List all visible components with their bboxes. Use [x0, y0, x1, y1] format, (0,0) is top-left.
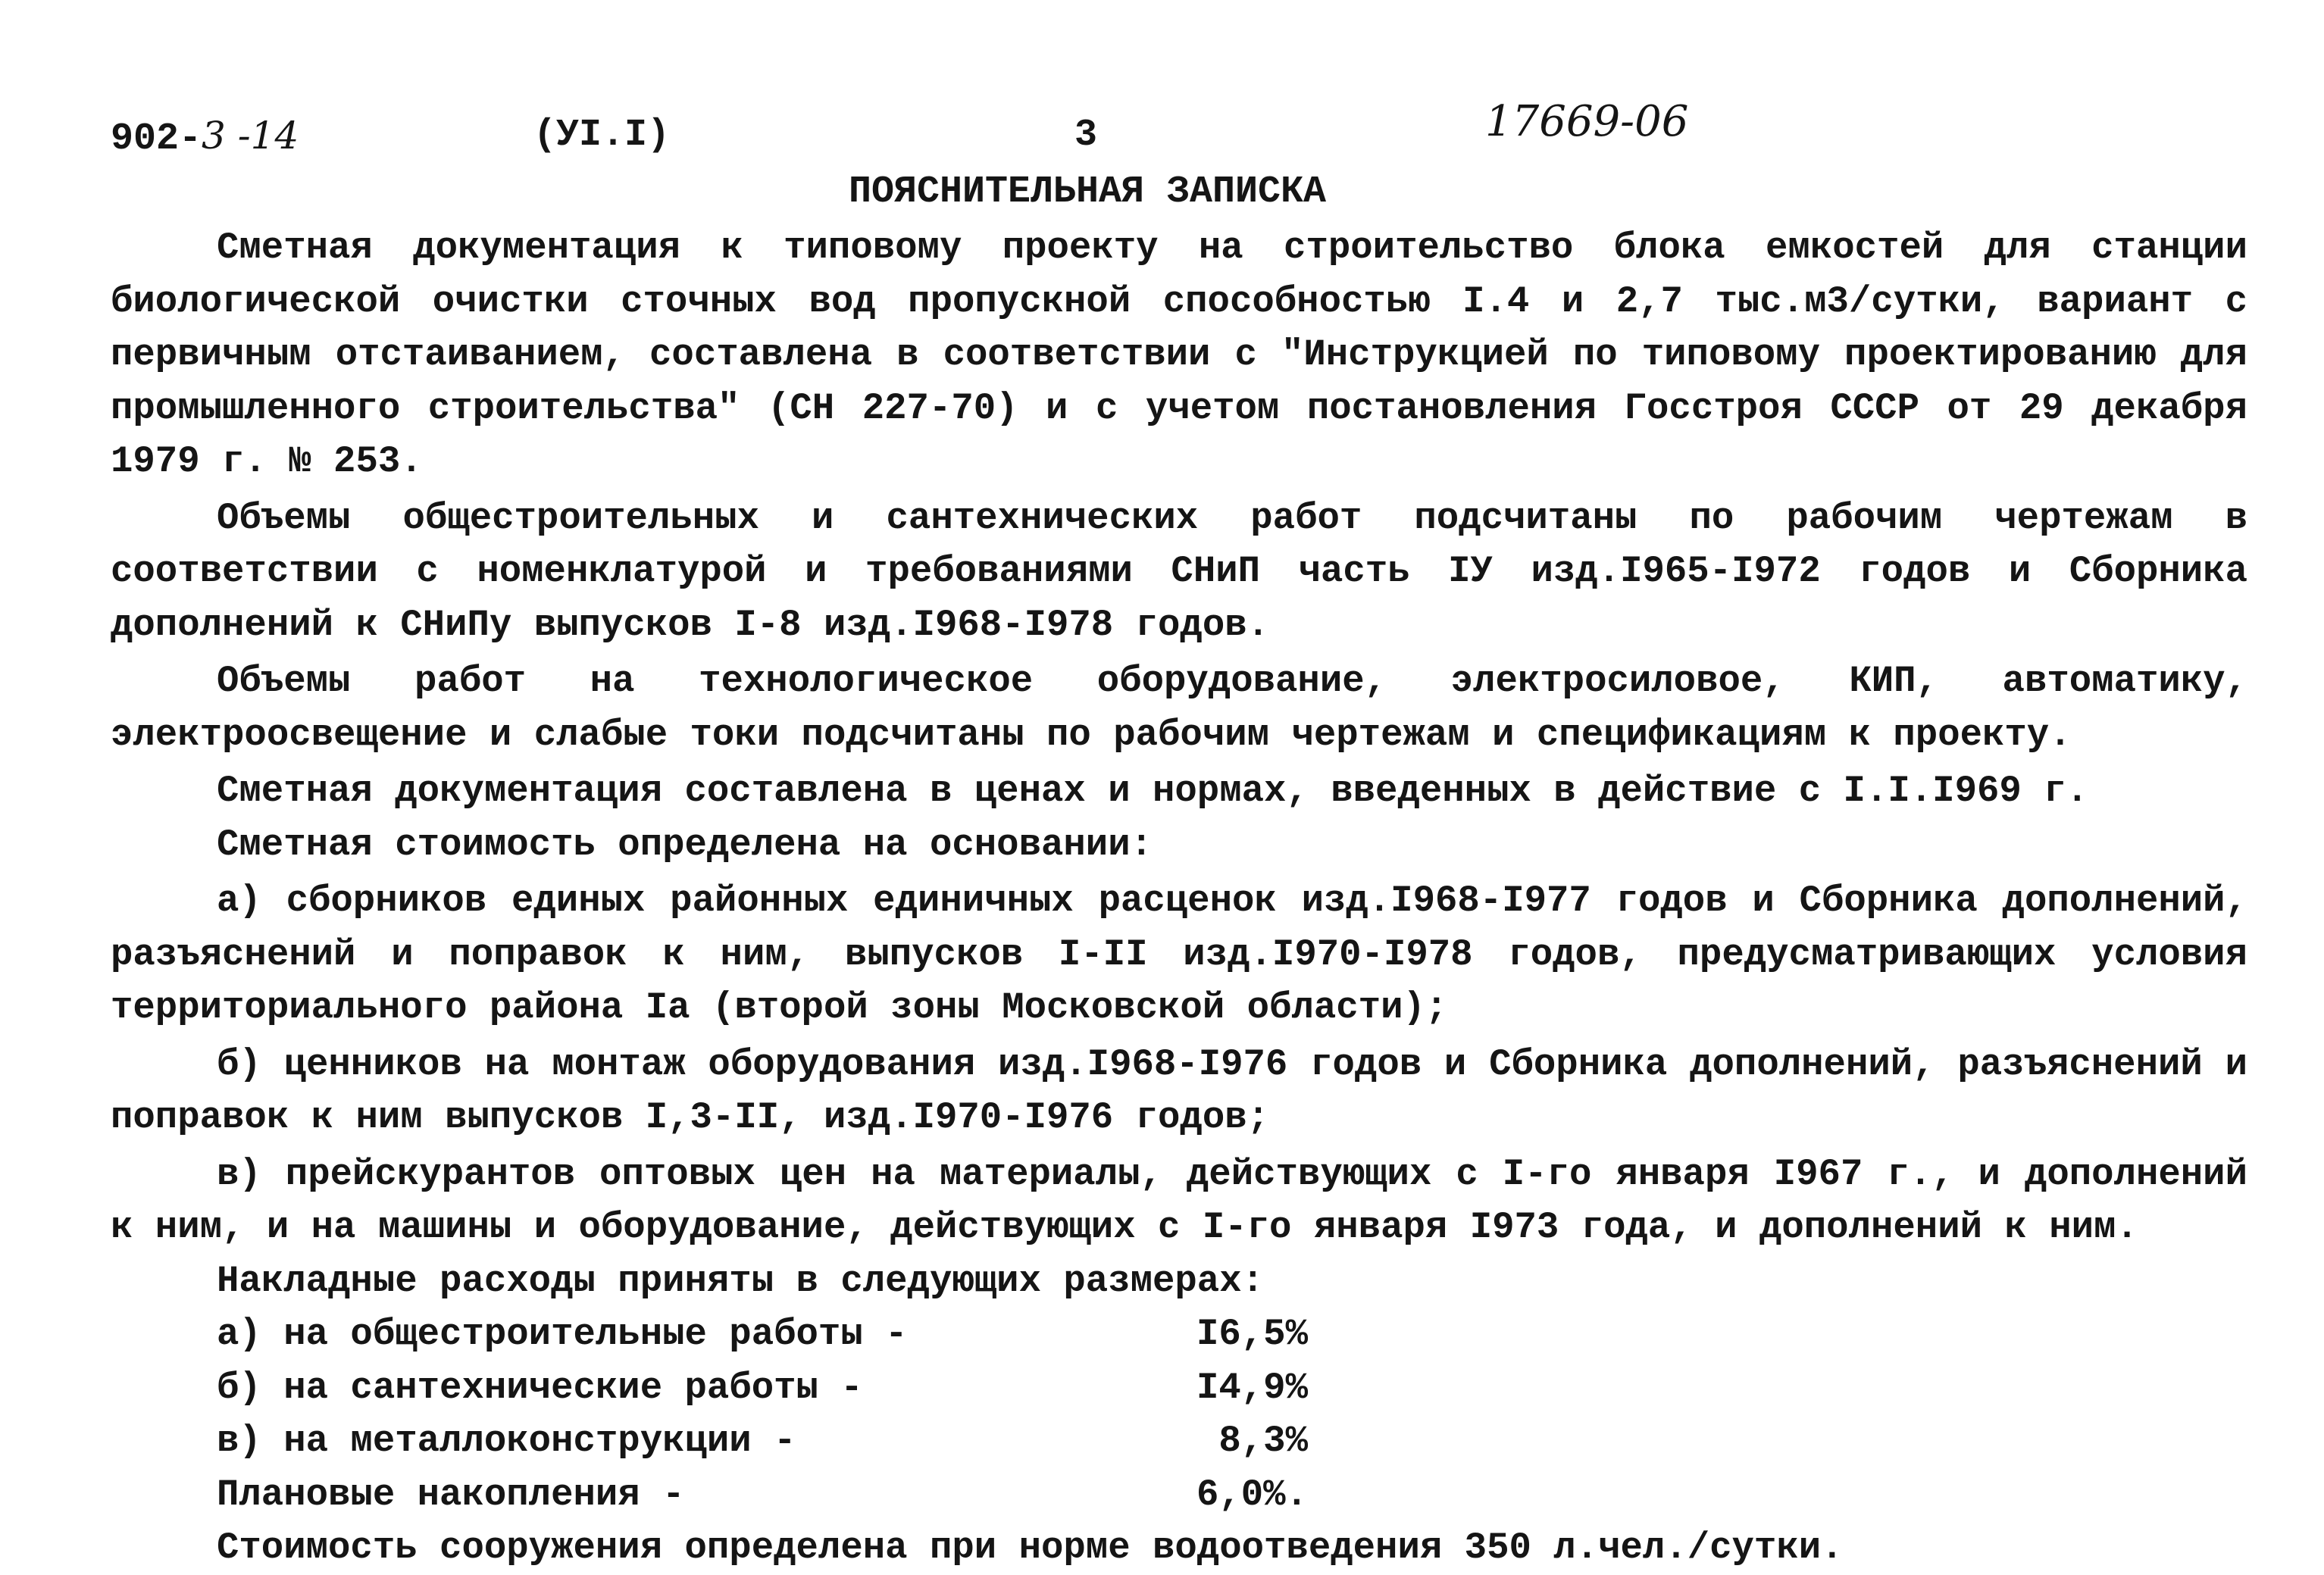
document-code	[111, 114, 299, 161]
paragraph-closing: Стоимость сооружения определена при норме водоотведения 350 л.чел./сутки.	[217, 1527, 1844, 1569]
paragraph-prices-norms: Сметная документация составлена в ценах и нормах, введенных в действие с I.I.I969 г.	[217, 770, 2089, 812]
document-code-handwritten: 3 -14	[202, 114, 299, 158]
rate-label: а) на общестроительные работы -	[217, 1313, 908, 1355]
document-body	[111, 221, 2247, 1575]
paragraph-basis-a: а) сборников единых районных единичных расценок изд.I968-I977 годов и Сборника дополнений, разъяснений и поправок к ним, выпусков I-II изд.I970-I978 годов, предусматривающих условия территориального района Iа (второй зоны Московской области);	[111, 880, 2247, 1029]
page-number: 3	[1074, 114, 1098, 157]
paragraph-basis-c: в) прейскурантов оптовых цен на материалы, действующих с I-го января I967 г., и дополнений к ним, и на машины и оборудование, действующих с I-го января I973 года, и дополнений к ним.	[111, 1152, 2247, 1248]
rate-value: 8,3%	[1218, 1420, 1308, 1462]
rate-row	[217, 1468, 2247, 1522]
page-title: ПОЯСНИТЕЛЬНАЯ ЗАПИСКА	[848, 170, 1327, 214]
rate-value: 6,0%.	[1196, 1473, 1308, 1516]
rate-value: I6,5%	[1196, 1313, 1308, 1355]
paragraph-cost-basis: Сметная стоимость определена на основании:	[217, 823, 1153, 866]
rate-label: в) на металлоконструкции -	[217, 1420, 796, 1462]
rate-label: Плановые накопления -	[217, 1473, 685, 1516]
sheet-code: (УI.I)	[533, 114, 671, 157]
document-code-printed: 902-	[111, 117, 202, 161]
paragraph-basis-b: б) ценников на монтаж оборудования изд.I968-I976 годов и Сборника дополнений, разъяснений и поправок к ним выпусков I,3-II, изд.I970-I976 годов;	[111, 1042, 2247, 1139]
rate-label: б) на сантехнические работы -	[217, 1366, 863, 1409]
rate-row	[217, 1414, 2247, 1468]
rate-row	[217, 1361, 2247, 1415]
paragraph-overhead-intro: Накладные расходы приняты в следующих размерах:	[217, 1259, 1265, 1302]
rate-value: I4,9%	[1196, 1366, 1308, 1409]
handwritten-number: 17669-06	[1485, 97, 1689, 146]
paragraph-general-volumes: Объемы общестроительных и сантехнических работ подсчитаны по рабочим чертежам в соответствии с номенклатурой и требованиями СНиП часть IУ изд.I965-I972 годов и Сборника дополнений к СНиПу выпусков I-8 изд.I968-I978 годов.	[111, 496, 2247, 646]
paragraph-intro: Сметная документация к типовому проекту на строительство блока емкостей для станции биологической очистки сточных вод пропускной способностью I.4 и 2,7 тыс.м3/сутки, вариант с первичным отстаиванием, составлена в соответствии с "Инструкцией по типовому проектированию для промышленного строительства" (СН 227-70) и с учетом постановления Госстроя СССР от 29 декабря 1979 г. № 253.	[111, 227, 2247, 483]
rate-row	[217, 1308, 2247, 1361]
paragraph-equipment-volumes: Объемы работ на технологическое оборудование, электросиловое, КИП, автоматику, электроосвещение и слабые токи подсчитаны по рабочим чертежам и спецификациям к проекту.	[111, 660, 2247, 756]
